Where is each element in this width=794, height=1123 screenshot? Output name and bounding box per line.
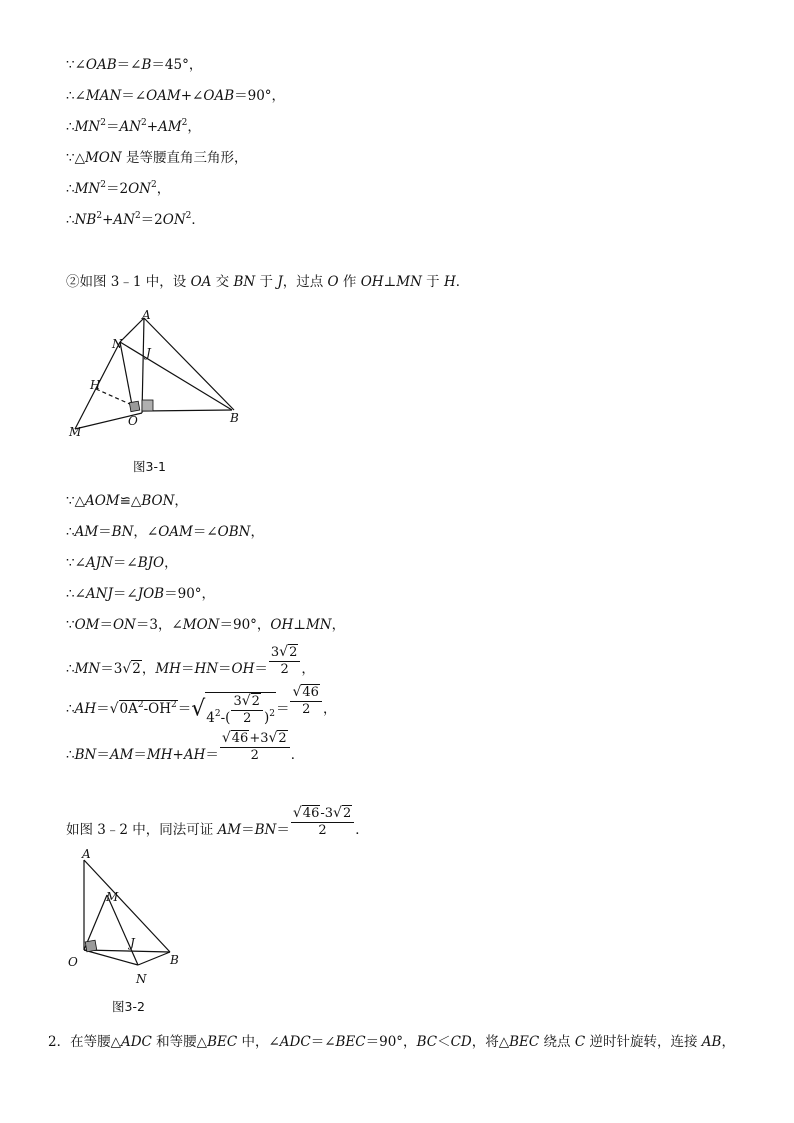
label-B: B bbox=[230, 411, 239, 425]
label-M: M bbox=[69, 425, 82, 439]
step-2: ∴∠MAN＝∠OAM+∠OAB＝90°， bbox=[66, 88, 286, 104]
label-M: M bbox=[106, 890, 119, 904]
label-J: J bbox=[146, 346, 151, 360]
step-1: ∵∠OAB＝∠B＝45°， bbox=[66, 57, 203, 73]
step-16: 如图 3﹣2 中，同法可证 AM＝BN＝ $\frac{√46-3√2}{2}$ ． bbox=[66, 805, 369, 838]
step-15: ∴BN＝AM＝MH+AH＝ $\frac{√46+3√2}{2}$ ． bbox=[66, 730, 305, 763]
step-5: $\therefore MN^2=2ON^2$， bbox=[66, 180, 171, 197]
label-A: A bbox=[82, 847, 91, 861]
label-H: H bbox=[90, 378, 101, 392]
step-4: ∵△MON 是等腰直角三角形， bbox=[66, 150, 248, 166]
figure-3-1-caption: 图3-1 bbox=[133, 459, 166, 474]
label-A: A bbox=[142, 308, 151, 322]
label-B: B bbox=[170, 953, 179, 967]
label-O: O bbox=[128, 414, 138, 428]
step-11: ∴∠ANJ＝∠JOB＝90°， bbox=[66, 586, 216, 602]
step-3: $\therefore MN^2=AN^2+AM^2$， bbox=[66, 118, 201, 135]
step-14: $\therefore AH=√0A^2-OH^2=√4^2-$( $\frac{3√2}{2}$ )$^2$＝ $\frac{√46}{2}$ ， bbox=[66, 684, 337, 726]
step-12: ∵OM＝ON＝3，∠MON＝90°，OH⊥MN， bbox=[66, 617, 346, 633]
step-6: $\therefore NB^2+AN^2=2ON^2$． bbox=[66, 211, 205, 228]
problem-2: 2．在等腰△ADC 和等腰△BEC 中，∠ADC＝∠BEC＝90°，BC＜CD，将△BEC 绕点 C 逆时针旋转，连接 AB， bbox=[48, 1034, 735, 1050]
step-9: ∴AM＝BN，∠OAM＝∠OBN， bbox=[66, 524, 264, 540]
figure-3-2-caption: 图3-2 bbox=[112, 999, 145, 1014]
label-O: O bbox=[68, 955, 78, 969]
label-J: J bbox=[130, 936, 135, 950]
figure-3-1 bbox=[60, 305, 260, 440]
figure-3-2 bbox=[60, 845, 200, 990]
label-N: N bbox=[112, 337, 123, 351]
step-7: ②如图 3﹣1 中，设 OA 交 BN 于 J，过点 O 作 OH⊥MN 于 H． bbox=[66, 274, 470, 290]
label-N: N bbox=[136, 972, 147, 986]
step-13: ∴MN＝3√2，MH＝HN＝OH＝ $\frac{3√2}{2}$ ， bbox=[66, 644, 315, 677]
step-8: ∵△AOM≌△BON， bbox=[66, 493, 188, 509]
step-10: ∵∠AJN＝∠BJO， bbox=[66, 555, 178, 571]
